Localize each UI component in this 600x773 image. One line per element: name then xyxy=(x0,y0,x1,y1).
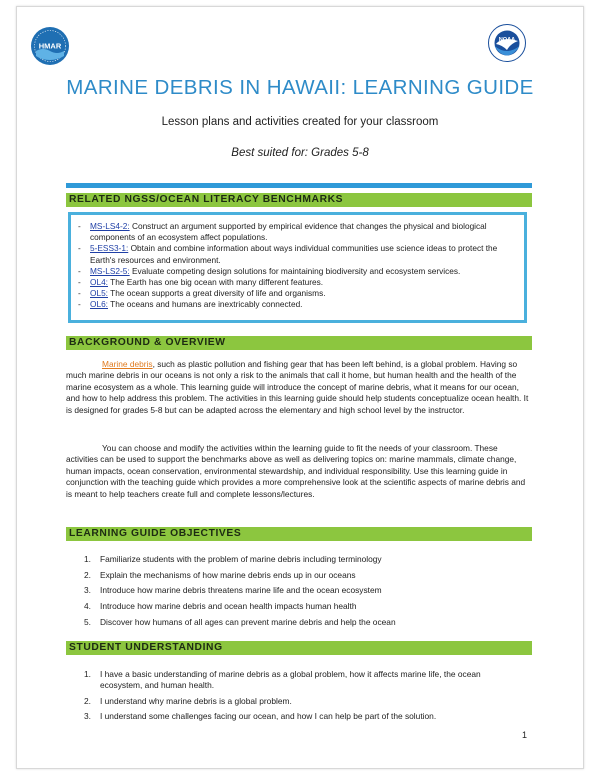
understanding-number: 3. xyxy=(84,710,91,721)
list-dash: - xyxy=(78,265,81,276)
background-paragraph-1-text: , such as plastic pollution and fishing gear that has been left behind, is a global problem. Having so much marine debris in our oceans is not only a risk to the animals that call it home, but human health and the health of the marine ecosystem as a whole. This learning guide will introduce the concept of marine debris, what it means for our ocean, and how to help address this problem. The activities in this learning guide should help students conceptualize ocean health. It is designed for grades 5-8 but can be adapted across the elementary and high school level by the instructor. xyxy=(66,359,529,415)
objective-item xyxy=(84,617,524,628)
list-dash: - xyxy=(78,221,81,231)
objective-text: Introduce how marine debris and ocean health impacts human health xyxy=(100,601,357,612)
benchmark-item xyxy=(78,299,524,310)
understanding-item xyxy=(84,711,514,722)
benchmark-link[interactable]: OL5: xyxy=(90,288,108,299)
section-heading-background xyxy=(66,336,532,350)
understanding-item xyxy=(84,696,514,707)
section-heading-benchmarks xyxy=(66,193,532,207)
objective-number: 1. xyxy=(84,554,91,564)
marine-debris-link[interactable]: Marine debris xyxy=(102,359,153,369)
list-dash: - xyxy=(78,299,81,310)
background-paragraph-1 xyxy=(66,359,530,416)
grade-level-note: Best suited for: Grades 5-8 xyxy=(231,147,369,159)
section-heading-objectives xyxy=(66,527,532,541)
benchmark-item xyxy=(78,288,524,299)
hmar-logo-text: HMAR xyxy=(38,41,62,51)
title-divider-bar xyxy=(66,183,532,188)
benchmark-link[interactable]: MS-LS2-5: xyxy=(90,265,130,276)
list-dash: - xyxy=(78,243,81,254)
benchmarks-list xyxy=(78,221,524,311)
hmar-logo xyxy=(30,26,70,66)
understanding-list xyxy=(84,669,514,722)
understanding-number: 1. xyxy=(84,669,91,679)
objective-text: Discover how humans of all ages can prevent marine debris and help the ocean xyxy=(100,616,396,627)
objectives-list xyxy=(84,554,524,628)
benchmark-text: The Earth has one big ocean with many different features. xyxy=(108,277,324,288)
objective-text: Introduce how marine debris threatens marine life and the ocean ecosystem xyxy=(100,585,382,596)
benchmark-text: Construct an argument supported by empirical evidence that changes the physical and biological components of an ecosystem affect populations. xyxy=(90,221,487,243)
understanding-text: I understand why marine debris is a global problem. xyxy=(100,695,292,706)
benchmark-link[interactable]: MS-LS4-2: xyxy=(90,221,130,231)
page-title: MARINE DEBRIS IN HAWAII: LEARNING GUIDE xyxy=(66,76,534,99)
page-number: 1 xyxy=(522,730,528,740)
section-heading-benchmarks-label: RELATED NGSS/OCEAN LITERACY BENCHMARKS xyxy=(69,194,344,205)
objective-item xyxy=(84,601,524,612)
benchmark-link[interactable]: OL4: xyxy=(90,277,108,288)
background-paragraph-2: You can choose and modify the activities within the learning guide to fit the needs of your classroom. These activities can be used to support the benchmarks above as well as delivering topics on: marine mammals, climate change, human impacts, ocean conservation, environmental stewardship, and individual responsibility. Use this learning guide in conjunction with the teaching guide which provides a more comprehensive look at the scientific aspects of marine debris and is meant to help teachers create full and complete lessons/lectures. xyxy=(66,443,526,499)
benchmark-item xyxy=(78,277,524,288)
page-subtitle: Lesson plans and activities created for your classroom xyxy=(161,116,439,128)
objective-item xyxy=(84,554,524,565)
objective-text: Explain the mechanisms of how marine debris ends up in our oceans xyxy=(100,569,356,580)
list-dash: - xyxy=(78,277,81,288)
objective-number: 3. xyxy=(84,585,91,596)
benchmark-text: The oceans and humans are inextricably connected. xyxy=(108,299,303,310)
understanding-text: I have a basic understanding of marine debris as a global problem, how it affects marine life, the ocean ecosystem, and human health. xyxy=(100,669,481,691)
benchmark-item xyxy=(78,266,524,277)
objective-number: 4. xyxy=(84,601,91,612)
benchmark-link[interactable]: 5-ESS3-1: xyxy=(90,243,129,254)
noaa-logo-text: NOAA xyxy=(498,37,516,43)
understanding-number: 2. xyxy=(84,695,91,706)
benchmark-item xyxy=(78,221,524,243)
section-heading-understanding-label: STUDENT UNDERSTANDING xyxy=(69,642,223,653)
understanding-text: I understand some challenges facing our ocean, and how I can help be part of the solution. xyxy=(100,710,437,721)
benchmark-link[interactable]: OL6: xyxy=(90,299,108,310)
benchmark-text: Obtain and combine information about ways individual communities use science ideas to protect the Earth's resources and environment. xyxy=(90,243,498,265)
objective-item xyxy=(84,570,524,581)
noaa-logo xyxy=(488,24,526,62)
objective-number: 2. xyxy=(84,569,91,580)
understanding-item xyxy=(84,669,514,692)
benchmark-item xyxy=(78,243,524,265)
benchmark-text: Evaluate competing design solutions for maintaining biodiversity and ecosystem services. xyxy=(129,265,461,276)
objective-text: Familiarize students with the problem of marine debris including terminology xyxy=(100,554,382,564)
benchmark-text: The ocean supports a great diversity of life and organisms. xyxy=(108,288,326,299)
section-heading-objectives-label: LEARNING GUIDE OBJECTIVES xyxy=(69,528,242,539)
section-heading-background-label: BACKGROUND & OVERVIEW xyxy=(69,337,226,348)
objective-number: 5. xyxy=(84,616,91,627)
section-heading-understanding xyxy=(66,641,532,655)
objective-item xyxy=(84,585,524,596)
list-dash: - xyxy=(78,288,81,299)
